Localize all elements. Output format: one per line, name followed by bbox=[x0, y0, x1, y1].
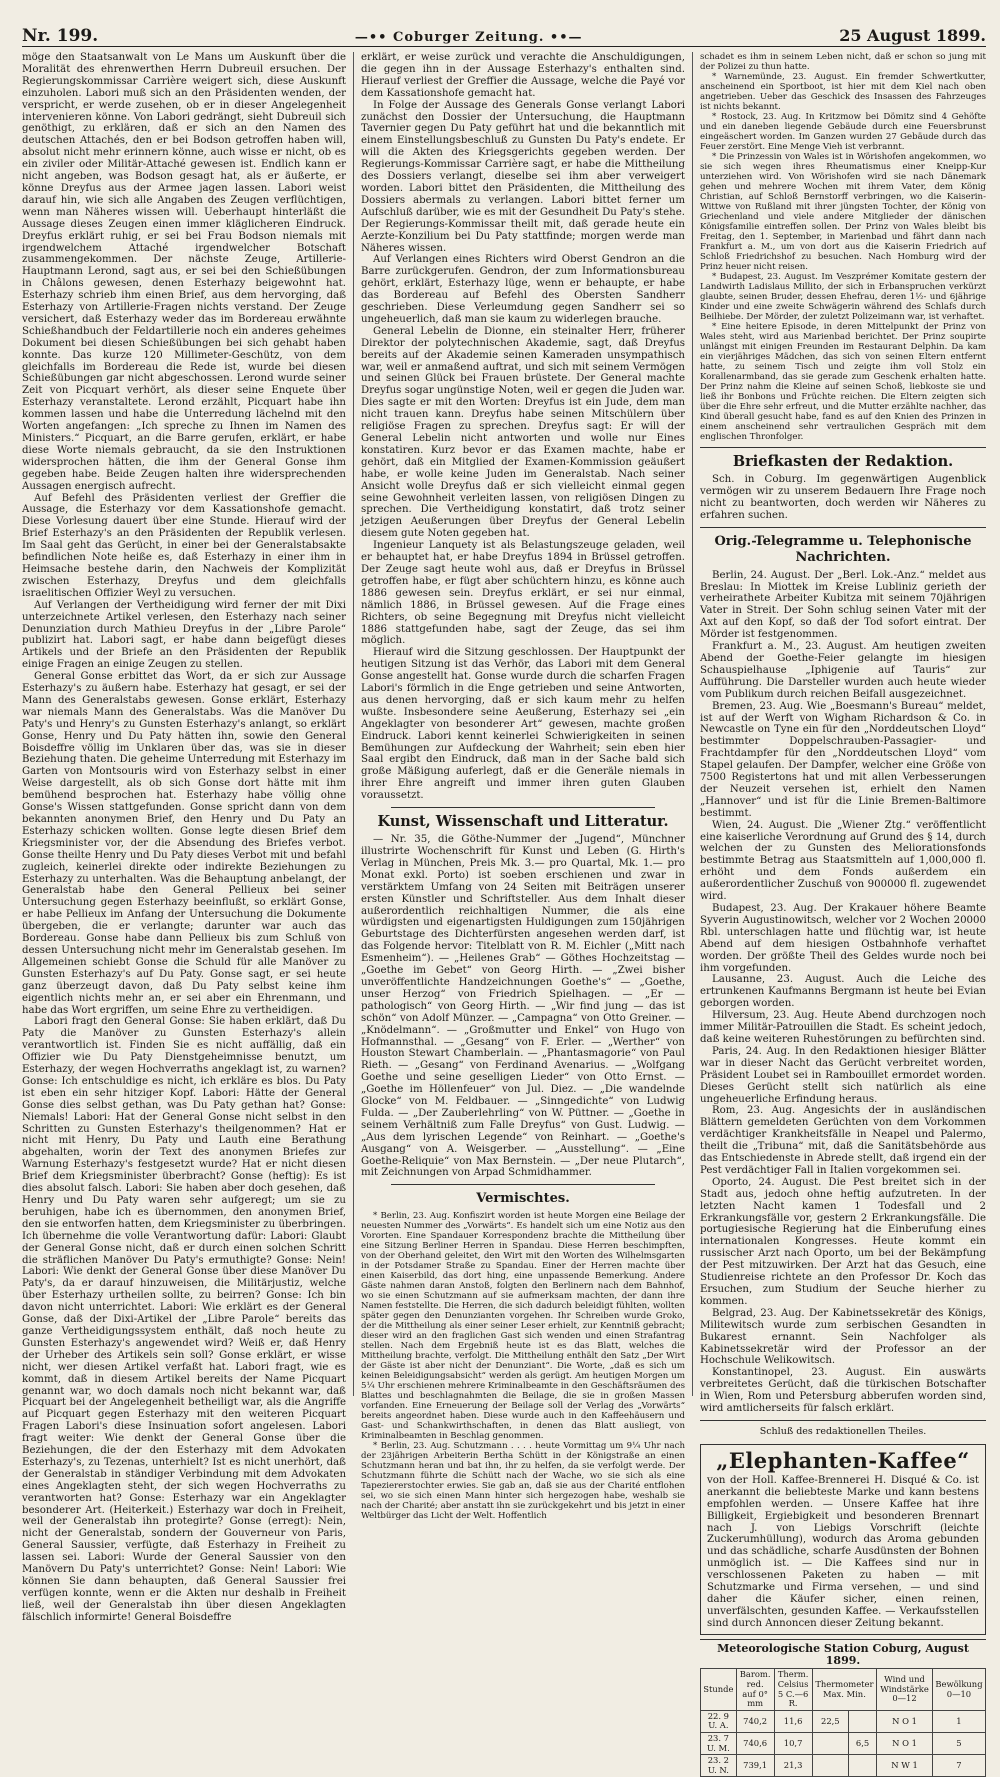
table-row bbox=[701, 1755, 986, 1777]
divider bbox=[700, 447, 986, 448]
article-paragraph: * Rostock, 23. Aug. In Kritzmow bei Dömitz sind 4 Gehöfte und ein daneben liegende Gebäude durch eine Feuersbrunst eingeäschert worden. Im Ganzen wurden 27 Gebäude durch das Feuer zerstört. Eine Menge Vieh ist verbrannt. bbox=[700, 112, 986, 152]
article-paragraph: schadet es ihm in seinem Leben nicht, daß er schon so jung mit der Polizei zu thun hatte. bbox=[700, 52, 986, 72]
weather-header-cell: Wind und Windstärke 0—12 bbox=[877, 1669, 933, 1710]
column-2 bbox=[353, 52, 693, 1522]
issue-date: 25 August 1899. bbox=[839, 26, 986, 45]
ad-text: von der Holl. Kaffee-Brennerei H. Disqué & Co. ist anerkannt die beliebteste Marke und kann bestens empfohlen werden. — Unsere Kaffee hat ihre Billigkeit, Ergiebigkeit und besonderen Brennart nach J. von Liebigs Vorschrift (leichte Zuckerumhüllung), wodurch das Aroma gebunden und das schädliche, scharfe Ausdünsten der Bohnen unmöglich ist. — Die Kaffees sind nur in verschlossenen Paketen zu haben — mit Schutzmarke und Firma versehen, — und sind daher die Käufer sicher, einen reinen, unverfälschten, gesunden Kaffee. — Verkaufsstellen sind durch Annoncen dieser Zeitung bekannt. bbox=[707, 1474, 979, 1629]
weather-cell: 23. 7 U. M. bbox=[701, 1733, 737, 1755]
newspaper-title: —•• Coburger Zeitung. ••— bbox=[354, 30, 583, 45]
weather-cell: 22,5 bbox=[812, 1710, 848, 1732]
article-paragraph: Ingenieur Lanquety ist als Belastungszeuge geladen, weil er behauptet hat, er habe Dreyfus 1894 in Brüssel getroffen. Der Zeuge sagt heute wohl aus, daß er Dreyfus in Brüssel getroffen habe, er fügt aber schüchtern hinzu, es könne auch 1886 gewesen sein. Dreyfus erklärt, er sei nur einmal, nämlich 1886, in Brüssel gewesen. Auf die Frage eines Richters, ob seine Begegnung mit Dreyfus nicht vielleicht 1886 stattgefunden habe, sagt der Zeuge, das sei ihm möglich. bbox=[361, 540, 685, 647]
telegram-item: Berlin, 24. August. Der „Berl. Lok.-Anz.“ meldet aus Breslau: In Miottek im Kreise Lubliniz gerieth der verheirathete Arbeiter Kubitza mit seinem 70jährigen Vater in Streit. Der Sohn schlug seinen Vater mit der Axt auf den Kopf, so daß der Tod sofort eintrat. Der Mörder ist festgenommen. bbox=[700, 569, 986, 641]
telegram-item: Konstantinopel, 23. August. Ein auswärts verbreitetes Gerücht, daß die türkischen Botschafter in Wien, Rom und Petersburg abberufen worden sind, wird amtlicherseits für falsch erklärt. bbox=[700, 1367, 986, 1415]
divider bbox=[700, 527, 986, 528]
weather-cell bbox=[849, 1710, 877, 1732]
weather-table bbox=[700, 1668, 986, 1777]
weather-cell: 22. 9 U. A. bbox=[701, 1710, 737, 1732]
table-row bbox=[701, 1710, 986, 1732]
divider bbox=[700, 1420, 986, 1421]
weather-cell: 21,3 bbox=[774, 1755, 812, 1777]
article-paragraph: * Budapest, 23. August. Im Veszprémer Komitate gestern der Landwirth Ladislaus Millito, der sich in Erbanspruchen verkürzt glaubte, seinen Bruder, dessen Ehefrau, deren 1½- und 6jährige Kinder und eine zweite Schwägerin während des Schlafs durch Beilhiebe. Der Mörder, der zuletzt Polizeimann war, ist verhaftet. bbox=[700, 272, 986, 322]
article-paragraph: In Folge der Aussage des Generals Gonse verlangt Labori zunächst den Dossier der Untersuchung, die Hauptmann Tavernier gegen Du Paty geführt hat und die bekanntlich mit einem Einstellungsbeschluß zu Gunsten Du Paty's endete. Er will die Akten des Kriegsgerichts gegeben werden. Der Regierungs-Kommissar Carrière sagt, er habe die Mittheilung des Dossiers verlangt, dieselbe sei ihm aber verweigert worden. Labori bittet den Präsidenten, die Mittheilung des Dossiers abermals zu verlangen. Labori bittet ferner um Aufschluß darüber, wie es mit der Gesundheit Du Paty's stehe. Der Regierungs-Kommissar theilt mit, daß gerade heute ein Aerzte-Konzilium bei Du Paty stattfinde; morgen werde man Näheres wissen. bbox=[361, 99, 685, 254]
telegram-item: Lausanne, 23. August. Auch die Leiche des ertrunkenen Kaufmanns Bergmann ist heute bei Evian geborgen worden. bbox=[700, 974, 986, 1010]
weather-cell: 6,5 bbox=[849, 1733, 877, 1755]
article-paragraph: Labori fragt den General Gonse: Sie haben erklärt, daß Du Paty die Manöver zu Gunsten Esterhazy's allein verantwortlich ist. Finden Sie es nicht auffällig, daß ein Offizier wie Du Paty Dienstgeheimnisse benutzt, um Esterhazy, der wegen Hochverraths angeklagt ist, zu warnen? Gonse: Ich entschuldige es nicht, ich erkläre es blos. Du Paty ist eben ein sehr hitziger Kopf. Labori: Hätte der General Gonse dies selbst gethan, was Du Paty gethan hat? Gonse: Niemals! Labori: Hat der General Gonse nicht selbst in den Schritten zu Gunsten Esterhazy's theilgenommen? Hat er nicht mit Henry, Du Paty und Lauth eine Berathung abgehalten, worin der Text des anonymen Briefes zur Warnung Esterhazy's festgesetzt wurde? Hat er nicht diesen Brief dem Kriegsminister überbracht? Gonse (heftig): Es ist dies absolut falsch. Labori: Sie haben aber doch gesehen, daß Henry und Du Paty waren sehr aufgeregt; um sie zu beruhigen, habe ich es übernommen, den anonymen Brief, den sie entworfen hatten, dem Kriegsminister zu überbringen. Ich übernehme die volle Verantwortung dafür: Labori: Glaubt der General Gonse nicht, daß er durch einen solchen Schritt die sträflichen Manöver Du Paty's ermuthigte? Gonse: Nein! Labori: Wie denkt der General Gonse über diese Manöver Du Paty's, da er darauf hinzuweisen, die Militärjustiz, welche über Esterhazy urtheilen sollte, zu beirren? Gonse: Ich bin davon nicht unterrichtet. Labori: Wie erklärt es der General Gonse, daß der Dixi-Artikel der „Libre Parole“ bereits das ganze Vertheidigungssystem enthält, daß noch heute zu Gunsten Esterhazy's angewendet wird? Weiß er, daß Henry der Urheber des Artikels sein soll? Gonse erklärt, er wisse nicht, wer diesen Artikel verfaßt hat. Labori fragt, wie es kommt, daß in diesem Artikel bereits der Name Picquart genannt war, wo doch damals noch nicht bekannt war, daß Picquart bei der Angelegenheit betheiligt war, als die Angriffe auf Picquart gegen Esterhazy mit den weiteren Picquart Fragen Labori's diese Insinuation sofort angelesen. Labori fragt weiter: Wie denkt der General Gonse über die Beziehungen, die der den Esterhazy mit dem Advokaten Esterhazy's, zu Tezenas, unterhielt? Ist es nicht unerhört, daß der Generalstab in ständiger Verbindung mit dem Advokaten eines Angeklagten steht, der sich wegen Hochverraths zu verantworten hat? Gonse: Esterhazy war ein Angeklagter besonderer Art. (Heiterkeit.) Esterhazy war doch in Freiheit, weil der Generalstab ihn protegirte? Gonse (erregt): Nein, nicht der Generalstab, sondern der Gouverneur von Paris, General Saussier, verfügte, daß Esterhazy in Freiheit zu lassen sei. Labori: Wurde der General Saussier von den Manövern Du Paty's unterrichtet? Gonse: Nein! Labori: Wie können Sie dann behaupten, daß General Saussier frei verfügen konnte, wenn er die Akten nur deshalb in Freiheit ließ, weil der Generalstab ihn über diesen Angeklagten fälschlich informirte! General Boisdeffre bbox=[22, 1016, 346, 1623]
weather-cell: N O 1 bbox=[877, 1733, 933, 1755]
table-row bbox=[701, 1733, 986, 1755]
weather-cell: 10,7 bbox=[774, 1733, 812, 1755]
article-paragraph: General Lebelin de Dionne, ein steinalter Herr, früherer Direktor der polytechnischen Akademie, sagt, daß Dreyfus bereits auf der Akademie seinen Kameraden unsympathisch war, weil er anmaßend auftrat, und sich mit seinem Vermögen und seinen Glück bei Frauen brüstete. Der General machte Dreyfus sogar ungünstige Noten, weil er gegen die Juden war. Dies sagte er mit den Worten: Dreyfus ist ein Jude, dem man nicht trauen kann. Dreyfus habe seinen Mitschülern über religiöse Fragen zu sprechen. Dreyfus sagt: Er will der General Lebelin nicht antworten und wolle nur Eines konstatiren. Kurz bevor er das Examen machte, habe er gehört, daß ein Mitglied der Examen-Kommission geäußert habe, er wolle keine Juden im Generalstab. Nach seiner Ansicht wolle Dreyfus daß er sich vielleicht einmal gegen seine Gewohnheit verleiten lassen, von religiösen Dingen zu sprechen. Die Vertheidigung konstatirt, daß trotz seiner jetzigen Aeußerungen über Dreyfus der General Lebelin diesem gute Noten gegeben hat. bbox=[361, 325, 685, 540]
telegram-item: Rom, 23. Aug. Angesichts der in ausländischen Blättern gemeldeten Gerüchten von dem Vorkommen verdächtiger Krankheitsfälle in Neapel und Palermo, theilt die „Tribuna“ mit, daß die Sanitätsbehörde aus das Entschiedenste in Abrede stellt, daß irgend ein der Pest verdächtiger Fall in Italien vorgekommen sei. bbox=[700, 1105, 986, 1176]
column-1 bbox=[22, 52, 353, 1623]
telegram-item: Oporto, 24. August. Die Pest breitet sich in der Stadt aus, jedoch ohne heftig aufzutreten. In der letzten Nacht kamen 1 Todesfall und 2 Erkrankungsfälle vor, gestern 2 Erkrankungsfälle. Die portugiesische Regierung hat die Einberufung eines internationalen Kongresses. Heute kommt ein russischer Arzt nach Oporto, um bei der Bekämpfung der Pest mitzuwirken. Der Arzt hat das Gesuch, eine Studienreise richtete an den Professor Dr. Koch das Ersuchen, zum Studium der Seuche hierher zu kommen. bbox=[700, 1176, 986, 1307]
columns bbox=[22, 52, 986, 1775]
telegram-item: Budapest, 23. Aug. Der Krakauer höhere Beamte Syverin Augustinowitsch, welcher vor 2 Wochen 20000 Rbl. unterschlagen hatte und flüchtig war, ist heute Abend auf dem hiesigen Ostbahnhofe verhaftet worden. Der größte Theil des Geldes wurde noch bei ihm vorgefunden. bbox=[700, 903, 986, 974]
weather-header-cell: Barom. red. auf 0° mm bbox=[736, 1669, 774, 1710]
masthead bbox=[22, 26, 986, 47]
advertisement-elephanten-kaffee bbox=[700, 1444, 986, 1635]
divider bbox=[391, 1184, 655, 1185]
weather-cell: 740,6 bbox=[736, 1733, 774, 1755]
article-paragraph: Auf Verlangen der Vertheidigung wird ferner der mit Dixi unterzeichnete Artikel verlesen, den Esterhazy nach seiner Denunziation durch Mathieu Dreyfus in der „Libre Parole“ publizirt hat. Labori sagt, er habe dann beigefügt dieses Artikels und der Briefe an den Präsidenten der Republik einige Fragen an einige Zeugen zu stellen. bbox=[22, 599, 346, 671]
weather-cell: 7 bbox=[932, 1755, 985, 1777]
article-paragraph: * Berlin, 23. Aug. Konfiszirt worden ist heute Morgen eine Beilage der neuesten Nummer des „Vorwärts“. Es handelt sich um eine Notiz aus den Vororten. Eine Spandauer Korrespondenz brachte die Mittheilung über eine Sitzung Berliner Herren in Spandau. Diese Herren beschimpften, von der Oberhand geleitet, den Wirt mit den Worten des Wilhelmsgarten in der Potsdamer Straße zu Spandau. Einer der Herren machte über einen Kaiserbild, das dort hing, eine unpassende Bemerkung. Andere Gäste nahmen daran Anstoß, folgten den Berlinern nach dem Bahnhof, wo sie einen Schutzmann auf sie aufmerksam machten, der dann ihre Namen feststellte. Die Herren, die sich dadurch beleidigt fühlten, wollten später gegen den Denunzianten vorgehen. Ihr Schreiben wurde Groko, der die Mittheilung als einer seiner Leser erhielt, zur Kenntniß gebracht; dieser wird an den fraglichen Gast sich wenden und einen Strafantrag stellen. Nach dem Ergebniß heute ist es das Blatt, welches die Mittheilung brachte, verfolgt. Die Mittheilung enthält den Satz „Der Wirt der Gäste ist aber nicht der Denunziant“. Die Worte, „daß es sich um keinen Beleidigungsabsicht“ werden als gerügt. Am heutigen Morgen um 5¼ Uhr erschienen mehrere Kriminalbeamte in den Geschäftsräumen des Blattes und beschlagnahmten die Beilage, die sie in großen Massen vorfanden. Eine Erneuerung der Beilage soll der Verlag des „Vorwärts“ bereits angeordnet haben. Diese wurde auch in den Kaffeehäusern und Gast- und Schankwirthschaften, in denen das Blatt ausliegt, von Kriminalbeamten in Beschlag genommen. bbox=[361, 1211, 685, 1442]
weather-cell: 740,2 bbox=[736, 1710, 774, 1732]
article-paragraph: * Die Prinzessin von Wales ist in Wörishofen angekommen, wo sie sich wegen ihres Rheumatismus einer Kneipp-Kur unterziehen wird. Von Wörishofen wird sie nach Dänemark gehen und mehrere Wochen mit ihrem Vater, dem König Christian, auf Schloß Bernstorff verbringen, wo die Kaiserin-Wittwe von Rußland mit ihrer jüngsten Tochter, der König von Griechenland und viele andere Mitglieder der dänischen Königsfamilie eintreffen sollen. Der Prinz von Wales bleibt bis Freitag, den 1. September, in Marienbad und fährt dann nach Frankfurt a. M., um von dort aus die Kaiserin Friedrich auf Schloß Friedrichshof zu besuchen. Nach Homburg wird der Prinz heuer nicht reisen. bbox=[700, 152, 986, 272]
weather-header-cell: Therm. Celsius 5 C.—6 R. bbox=[774, 1669, 812, 1710]
article-paragraph: * Warnemünde, 23. August. Ein fremder Schwertkutter, anscheinend ein Sportboot, ist hier mit dem Kiel nach oben angetrieben. Ueber das Geschick des Insassen des Fahrzeuges ist nichts bekannt. bbox=[700, 72, 986, 112]
weather-header-cell: Bewölkung 0—10 bbox=[932, 1669, 985, 1710]
section-heading-vermischtes: Vermischtes. bbox=[476, 1191, 570, 1207]
weather-header-cell: Thermometer Max. Min. bbox=[812, 1669, 877, 1710]
article-paragraph: Hierauf wird die Sitzung geschlossen. Der Hauptpunkt der heutigen Sitzung ist das Verhör, das Labori mit dem General Gonse angestellt hat. Gonse wurde durch die scharfen Fragen Labori's förmlich in die Enge getrieben und seine Antworten, aus denen hervorging, daß er sich kaum mehr zu helfen wußte. Insbesondere seine Aeußerung, Esterhazy sei „ein Angeklagter von besonderer Art“ gewesen, machte großen Eindruck. Labori kennt keinerlei Schwierigkeiten in seinen Bemühungen zur Aufdeckung der Wahrheit; sein eben hier Saal ergibt den Eindruck, daß man in der Sache bald sich große Mäßigung auferlegt, daß er die Generäle niemals in ihrer Ehre angreift und immer ihren guten Glauben voraussetzt. bbox=[361, 647, 685, 802]
article-paragraph: General Gonse erbittet das Wort, da er sich zur Aussage Esterhazy's zu äußern habe. Esterhazy hat gesagt, er sei der Mann des Generalstabs gewesen. Gonse erklärt, Esterhazy war niemals Mann des Generalstabs. Was die Manöver Du Paty's und Henry's zu Gunsten Esterhazy's anlangt, so erklärt Gonse, Henry und Du Paty hätten ihn, sowie den General Boisdeffre völlig im Unklaren über das, was sie in dieser Beziehung thaten. Die geheime Unterredung mit Esterhazy im Garten von Montsouris wird von Esterhazy selbst in einer Weise dargestellt, als ob sich Gonse dort hätte mit ihm bemühend besprochen hat. Esterhazy habe völlig ohne Gonse's Wissen stattgefunden. Gonse spricht dann von dem bekannten anonymen Brief, den Henry und Du Paty an Esterhazy schicken wollten. Gonse legte diesen Brief dem Kriegsminister vor, der die Absendung des Briefes verbot. Gonse theilte Henry und Du Paty dieses Verbot mit und befahl zugleich, keinerlei direkte oder indirekte Beziehungen zu Esterhazy zu unterhalten. Was die Behauptung anbelangt, der Generalstab habe den General Pellieux bei seiner Untersuchung gegen Esterhazy beeinflußt, so erklärt Gonse, er habe Pellieux im Anfang der Untersuchung die Dokumente übergeben, die er verlangte; darunter war auch das Bordereau. Gonse habe dann Pellieux bis zum Schluß von dessen Untersuchung nicht mehr im Generalstab gesehen. Im Allgemeinen schiebt Gonse die Schuld für alle Manöver zu Gunsten Esterhazy's auf Du Paty. Gonse sagt, er sei heute ganz überzeugt davon, daß Du Paty selbst keine ihm eigentlich nichts mehr an, er sei aber ein Ehrenmann, und habe das Wort ergriffen, um seine Ehre zu vertheidigen. bbox=[22, 671, 346, 1016]
column-3 bbox=[693, 52, 986, 1775]
weather-cell: 23. 2 U. N. bbox=[701, 1755, 737, 1777]
telegram-item: Wien, 24. August. Die „Wiener Ztg.“ veröffentlicht eine kaiserliche Verordnung auf Grund des § 14, durch welchen der zu Gunsten des Meliorationsfonds bestimmte Betrag aus Staatsmitteln auf 1,000,000 fl. erhöht und dem Fonds außerdem ein außerordentlicher Zuschuß von 900000 fl. zugewendet wird. bbox=[700, 819, 986, 903]
weather-cell bbox=[849, 1755, 877, 1777]
telegram-item: Paris, 24. Aug. In den Redaktionen hiesiger Blätter war in dieser Nacht das Gerücht verbreitet worden, Präsident Loubet sei in Rambouillet ermordet worden. Dieses Gerücht stellt sich natürlich als eine ungeheuerliche Erfindung heraus. bbox=[700, 1045, 986, 1105]
weather-header-cell: Stunde bbox=[701, 1669, 737, 1710]
ad-headline: „Elephanten-Kaffee“ bbox=[716, 1447, 970, 1473]
telegram-item: Belgrad, 23. Aug. Der Kabinetssekretär des Königs, Militewitsch wurde zum serbischen Gesandten in Bukarest ernannt. Sein Nachfolger als Kabinetssekretär wird der Professor an der Hochschule Welikowitsch. bbox=[700, 1307, 986, 1367]
editorial-end-note: Schluß des redaktionellen Theiles. bbox=[759, 1425, 927, 1437]
section-heading-telegramme: Orig.-Telegramme u. Telephonische Nachrichten. bbox=[714, 533, 972, 565]
weather-cell bbox=[812, 1755, 848, 1777]
weather-cell: 1 bbox=[932, 1710, 985, 1732]
section-heading-briefkasten: Briefkasten der Redaktion. bbox=[732, 453, 954, 470]
article-paragraph: erklärt, er weise zurück und verachte die Anschuldigungen, die gegen ihn in der Aussage Esterhazy's enthalten sind. Hierauf verliest der Greffier die Aussage, welche die Payé vor dem Kassationshofe gemacht hat. bbox=[361, 52, 685, 99]
article-paragraph: Auf Verlangen eines Richters wird Oberst Gendron an die Barre zurückgerufen. Gendron, der zum Informationsbureau gehört, erklärt, Esterhazy lüge, wenn er behaupte, er habe das Bordereau auf Befehl des Obersten Sandherr geschrieben. Diese Verleumdung gegen Sandherr sei so ungeheuerlich, daß man sie kaum zu widerlegen brauche. bbox=[361, 254, 685, 325]
section-heading-kunst: Kunst, Wissenschaft und Litteratur. bbox=[377, 813, 669, 831]
weather-cell: 5 bbox=[932, 1733, 985, 1755]
weather-cell: 739,1 bbox=[736, 1755, 774, 1777]
telegram-item: Frankfurt a. M., 23. August. Am heutigen zweiten Abend der Goethe-Feier gelangte im hiesigen Schauspielhause „Iphigenie auf Tauris“ zur Aufführung. Die Darsteller wurden auch heute wieder vom Publikum durch reichen Beifall ausgezeichnet. bbox=[700, 641, 986, 700]
issue-number: Nr. 199. bbox=[22, 26, 99, 46]
weather-header-row bbox=[701, 1669, 986, 1710]
article-paragraph: Sch. in Coburg. Im gegenwärtigen Augenblick vermögen wir zu unserem Bedauern Ihre Frage noch nicht zu beantworten, doch werden wir Näheres zu erfahren suchen. bbox=[700, 474, 986, 521]
article-paragraph: — Nr. 35, die Göthe-Nummer der „Jugend“, Münchner illustrirte Wochenschrift für Kunst und Leben (G. Hirth's Verlag in München, Preis Mk. 3.— pro Quartal, Mk. 1.— pro Monat exkl. Porto) ist soeben erschienen und zwar in verstärktem Umfang von 24 Seiten mit Beiträgen unserer ersten Künstler und Schriftsteller. Aus dem Inhalt dieser außerordentlich reichhaltigen Nummer, die als eine würdigsten und eigenartigsten Huldigungen zum 150jährigen Geburtstage des Dichterfürsten angesehen werden darf, ist das Folgende hervor: Titelblatt von R. M. Eichler („Mitt nach Esmenheim“). — „Heilenes Grab“ — Göthes Hochzeitstag — „Goethe im Gebet“ von Georg Hirth. — „Zwei bisher unveröffentlichte Handzeichnungen Goethe's“ — „Goethe, unser Herzog“ von Friedrich Spielhagen. — „Er — pathologisch“ von Georg Hirth. — „Wir find jung — das ist schön“ von Adolf Münzer. — „Campagna“ von Otto Greiner. — „Knödelmann“. — „Großmutter und Enkel“ von Hugo von Hofmannsthal. — „Gesang“ von F. Erler. — „Werther“ von Houston Stewart Chamberlain. — „Phantasmagorie“ von Paul Rieth. — „Gesang“ von Ferdinand Avenarius. — „Wolfgang Goethe und seine geselligen Lieder“ von Otto Ernst. — „Goethe im Höllenfeuer“ von Jul. Diez. — „Die wandelnde Glocke“ von M. Feldbauer. — „Sinngedichte“ von Ludwig Fulda. — „Der Zauberlehrling“ von W. Püttner. — „Goethe in seinem Verhältniß zum Falle Dreyfus“ von Gust. Ludwig. — „Aus dem lyrischen Legende“ von Reinhart. — „Goethe's Ausgang“ von A. Weisgerber. — „Ausstellung“. — „Eine Goethe-Reliquie“ von Max Bernstein. — „Der neue Plutarch“, mit Zeichnungen von Arpad Schmidhammer. bbox=[361, 834, 685, 1179]
article-paragraph: * Eine heitere Episode, in deren Mittelpunkt der Prinz von Wales steht, wird aus Marienbad berichtet. Der Prinz soupirte unlängst mit einigen Freunden im Restaurant Delphin. Da kam ein vierjähriges Mädchen, das sich von seinen Eltern entfernt hatte, zu seinem Tisch und zeigte ihm voll Stolz ein Korallenarmband, das sie gerade zum Geschenk erhalten hatte. Der Prinz nahm die Kleine auf seinen Schoß, liebkoste sie und ließ ihr Bonbons und Früchte reichen. Die Eltern zeigten sich über die Ehre sehr erfreut, und die Mutter erzählte nachher, das Kind überall gesucht habe, fand es auf den Knien des Prinzen in einem anscheinend sehr vertraulichen Gespräch mit dem englischen Thronfolger. bbox=[700, 322, 986, 442]
article-paragraph: möge den Staatsanwalt von Le Mans um Auskunft über die Moralität des ehrenwerthen Herrn Dubreuil ersuchen. Der Regierungskommissar Carrière weigert sich, diese Auskunft einzuholen. Labori muß sich an den Präsidenten wenden, der verspricht, er werde zusehen, ob er in dieser Angelegenheit intervenieren könne. Von Labori gedrängt, sieht Dubreuil sich genöthigt, zu erklären, daß er sich an den Namen des deutschen Attachés, den er bei Bodson getroffen haben will, absolut nicht mehr erinnern könne, auch wisse er nicht, ob es ein ziviler oder Militär-Attaché gewesen ist. Endlich kann er nicht angeben, was Bodson gesagt hat, als er äußerte, er könne Dreyfus aus der Armee jagen lassen. Labori weist darauf hin, wie sich alle Angaben des Zeugen verflüchtigen, wenn man Näheres wissen will. Ueberhaupt hinterläßt die Aussage dieses Zeugen einen immer kläglicheren Eindruck. Dreyfus erklärt ruhig, er sei bei Frau Bodson niemals mit irgendwelchem Attaché irgendwelcher Botschaft zusammengekommen. Der nächste Zeuge, Artillerie-Hauptmann Lerond, sagt aus, er sei bei den Schießübungen in Châlons gewesen, denen Esterhazy beigewohnt hat. Esterhazy schrieb ihm einen Brief, aus dem hervorging, daß Esterhazy von Artillerie-Fragen nichts verstand. Der Zeuge versichert, daß Esterhazy weder das im Bordereau erwähnte Schießhandbuch der Feldartillerie noch ein anderes geheimes Dokument bei diesen Schießübungen bei sich gehabt haben konnte. Das kurze 120 Millimeter-Geschütz, von dem gleichfalls im Bordereau die Rede ist, wurde bei diesen Schießübungen gar nicht abgeschossen. Lerond wurde seiner Zeit von Picquart verhört, als dieser seine Enquete über Esterhazy veranstaltete. Lerond erzählt, Picquart habe ihn kommen lassen und habe die Unterredung lächelnd mit den Worten angefangen: „Ich spreche zu Ihnen im Namen des Ministers.“ Picquart, an die Barre gerufen, erklärt, er habe diese Worte niemals gebraucht, da sie den Instruktionen widersprochen hätten, die ihm der General Gonse ihm gegeben habe. Beide Zeugen halten ihre widersprechenden Aussagen energisch aufrecht. bbox=[22, 52, 346, 492]
weather-cell bbox=[812, 1733, 848, 1755]
article-paragraph: Auf Befehl des Präsidenten verliest der Greffier die Aussage, die Esterhazy vor dem Kassationshofe gemacht. Diese Vorlesung dauert über eine Stunde. Hierauf wird der Brief Esterhazy's an den Präsidenten der Republik verlesen. Im Saal geht das Gerücht, in einer bei der Generalstabsakte befindlichen Note heiße es, daß Esterhazy in einer ihm in Heimsache bestehe darin, den Nachweis der Komplizität zwischen Esterhazy, Dreyfus und dem gleichfalls israelitischen Offizier Weyl zu versuchen. bbox=[22, 492, 346, 599]
weather-cell: N W 1 bbox=[877, 1755, 933, 1777]
weather-cell: 11,6 bbox=[774, 1710, 812, 1732]
divider bbox=[391, 807, 655, 808]
article-paragraph: * Berlin, 23. Aug. Schutzmann . . . . heute Vormittag um 9¼ Uhr nach der 23jährigen Arbeiterin Bertha Schütt in der Königstraße an einen Schutzmann heran und bat ihn, ihr zu helfen, da sie verfolgt werde. Der Schutzmann führte die Schütt nach der Wache, wo sie sich als eine Tapeziererstochter erwies. Sie gab an, daß sie aus der Charité entflohen sei, wo sie sich einen Mann hinter sich hergezogen habe, weshalb sie nach der Charité; aber anstatt ihn sie zurückgekehrt und bis jetzt in einer Weltbürger das Licht der Welt. Hoffentlich bbox=[361, 1441, 685, 1522]
weather-cell: N O 1 bbox=[877, 1710, 933, 1732]
telegram-item: Bremen, 23. Aug. Wie „Boesmann's Bureau“ meldet, ist auf der Werft von Wigham Richardson & Co. in Newcastle on Tyne ein für den „Norddeutschen Lloyd“ bestimmter Doppelschrauben-Passagier- und Frachtdampfer für den „Norddeutschen Lloyd“ vom Stapel gelaufen. Der Dampfer, welcher eine Größe von 7500 Registertons hat und mit allen Verbesserungen der Neuzeit versehen ist, erhielt den Namen „Hannover“ und ist für die Linie Bremen-Baltimore bestimmt. bbox=[700, 700, 986, 819]
telegram-item: Hilversum, 23. Aug. Heute Abend durchzogen noch immer Militär-Patrouillen die Stadt. Es scheint jedoch, daß keine weiteren Ruhestörungen zu befürchten sind. bbox=[700, 1010, 986, 1045]
weather-table-title: Meteorologische Station Coburg, August 1899. bbox=[700, 1639, 986, 1667]
